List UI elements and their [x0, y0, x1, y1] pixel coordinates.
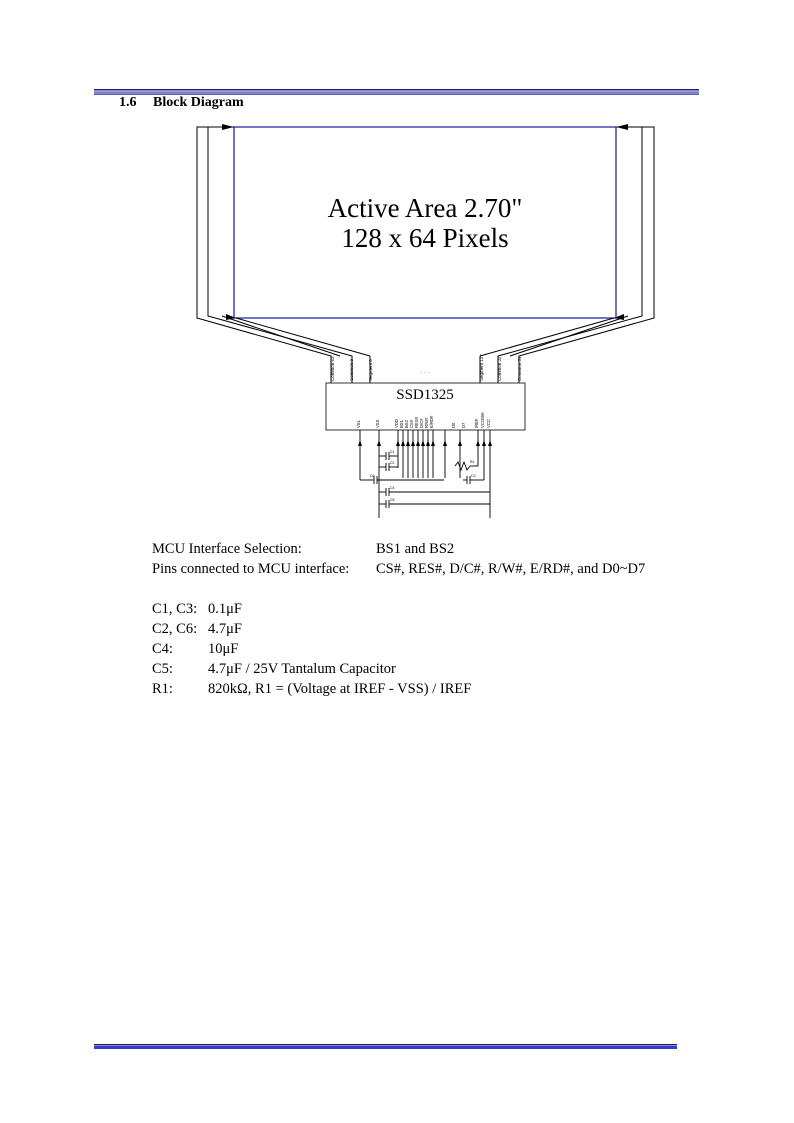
pin-label-res: RES# — [414, 417, 419, 428]
pin-label-vss: VSS — [375, 419, 380, 428]
pin-label-common-31: Common 31 — [517, 356, 522, 381]
label-c3: C3 — [471, 474, 476, 478]
pin-label-common-0: Common 0 — [349, 358, 354, 381]
pin-label-d0: D0 — [451, 422, 456, 428]
interface-selection-label: MCU Interface Selection: — [152, 541, 302, 557]
right-top-arrow — [616, 124, 628, 130]
pin-label-segment-0: Segment 0 — [368, 359, 373, 381]
pin-label-rw: R/W# — [424, 417, 429, 428]
pin-label-dc: D/C# — [419, 418, 424, 428]
notes-block — [152, 539, 645, 699]
section-number: 1.6 — [119, 95, 137, 110]
component-row — [152, 679, 645, 699]
pin-label-segment-127: Segment 127 — [479, 354, 484, 381]
component-value: 10μF — [208, 641, 239, 657]
interface-selection-value: BS1 and BS2 — [376, 541, 455, 557]
label-c4: C4 — [390, 486, 395, 490]
label-c6: C6 — [370, 474, 375, 478]
pin-label-cs: CS# — [409, 419, 414, 428]
label-c1: C1 — [390, 450, 395, 454]
pin-label-d7: D7 — [461, 422, 466, 428]
label-r1: R1 — [470, 460, 475, 464]
interface-pins-label: Pins connected to MCU interface: — [152, 561, 350, 577]
footer-rule — [94, 1044, 677, 1049]
chip-label: SSD1325 — [396, 387, 454, 403]
component-row — [152, 599, 645, 619]
component-label: C1, C3: — [152, 601, 198, 617]
component-label: C5: — [152, 661, 173, 677]
component-value: 0.1μF — [208, 601, 242, 617]
component-label: C2, C6: — [152, 621, 198, 637]
component-row — [152, 659, 645, 679]
pin-ellipsis: . . . — [420, 368, 430, 375]
active-area-title: Active Area 2.70" — [327, 193, 523, 223]
component-row — [152, 639, 645, 659]
component-value: 820kΩ, R1 = (Voltage at IREF - VSS) / IREF — [208, 681, 472, 697]
pin-label-vcomh: VCOMH — [480, 412, 485, 428]
pin-label-bs2: BS2 — [404, 420, 409, 428]
component-row — [152, 619, 645, 639]
pin-label-iref: IREF — [474, 418, 479, 428]
interface-pins-value: CS#, RES#, D/C#, R/W#, E/RD#, and D0~D7 — [376, 561, 646, 577]
component-value: 4.7μF — [208, 621, 242, 637]
pin-label-common-32: Common 32 — [497, 356, 502, 381]
interface-pins-row — [152, 559, 645, 579]
pin-label-vdd: VDD — [394, 419, 399, 428]
component-value: 4.7μF / 25V Tantalum Capacitor — [208, 661, 396, 677]
component-label: C4: — [152, 641, 173, 657]
label-c5: C5 — [390, 498, 395, 502]
pin-label-vsl: VSL — [356, 420, 361, 428]
pin-label-bs1: BS1 — [399, 420, 404, 428]
section-title: Block Diagram — [153, 95, 244, 110]
pin-label-vcc: VCC — [486, 419, 491, 428]
block-diagram — [0, 0, 794, 540]
pin-label-common-63: Common 63 — [330, 356, 335, 381]
interface-selection-row — [152, 539, 645, 559]
label-c2: C2 — [390, 461, 395, 465]
active-area-pixels: 128 x 64 Pixels — [341, 223, 509, 253]
pin-label-erd: E/RD# — [429, 415, 434, 428]
component-label: R1: — [152, 681, 173, 697]
left-top-arrow — [222, 124, 234, 130]
